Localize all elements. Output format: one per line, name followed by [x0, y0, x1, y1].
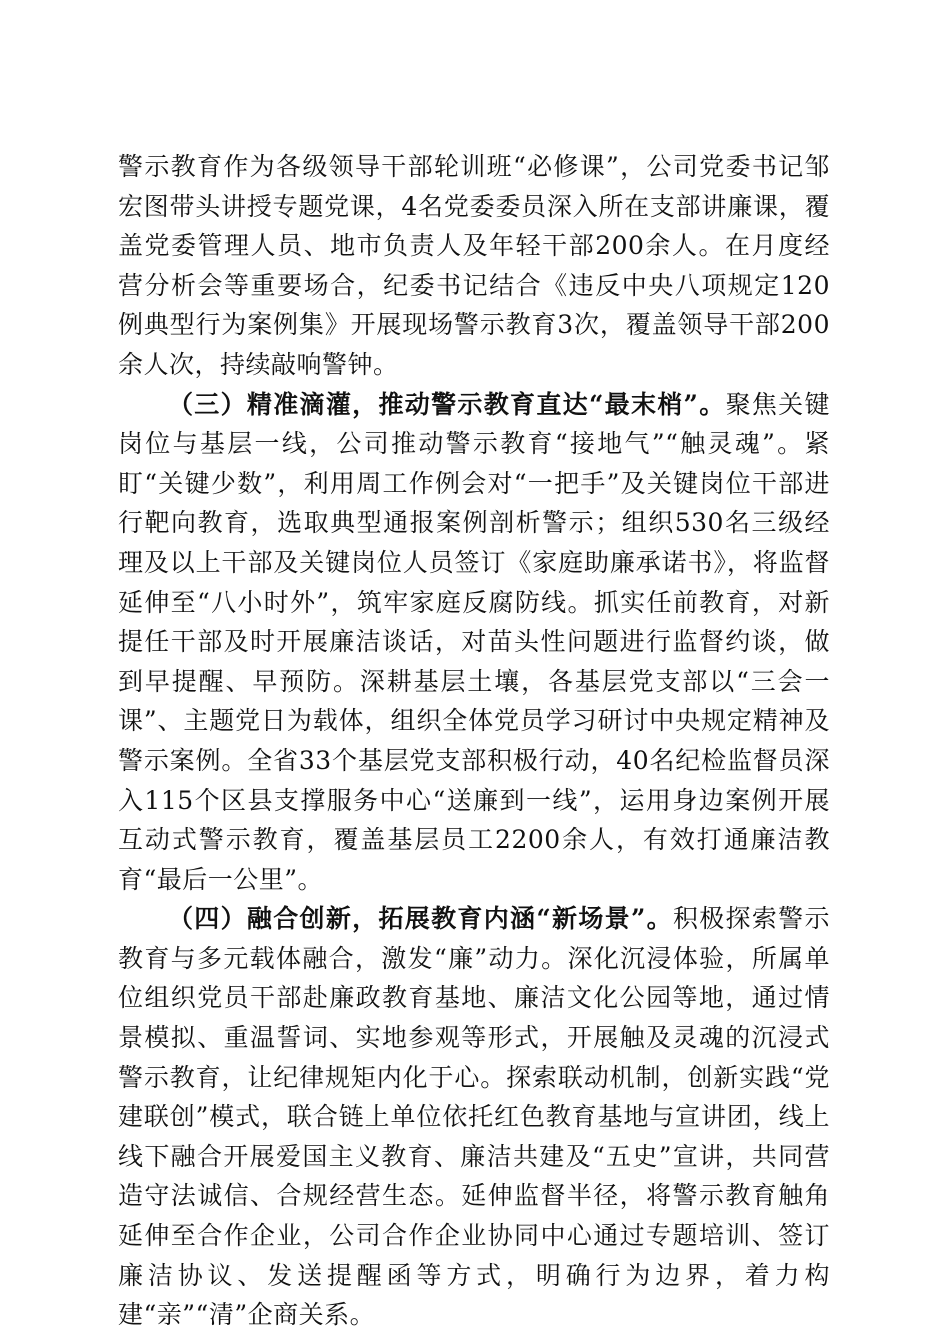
paragraph-3-heading: （四）融合创新，拓展教育内涵“新场景”。	[168, 904, 673, 934]
paragraph-2-heading: （三）精准滴灌，推动警示教育直达“最末梢”。	[168, 389, 726, 419]
paragraph-2	[118, 385, 830, 900]
paragraph-3	[118, 899, 830, 1335]
paragraph-2-text: 聚焦关键岗位与基层一线，公司推动警示教育“接地气”“触灵魂”。紧盯“关键少数”，利用周工作例会对“一把手”及关键岗位干部进行靶向教育，选取典型通报案例剖析警示；组织530名三级经理及以上干部及关键岗位人员签订《家庭助廉承诺书》，将监督延伸至“八小时外”，筑牢家庭反腐防线。抓实任前教育，对新提任干部及时开展廉洁谈话，对苗头性问题进行监督约谈，做到早提醒、早预防。深耕基层土壤，各基层党支部以“三会一课”、主题党日为载体，组织全体党员学习研讨中央规定精神及警示案例。全省33个基层党支部积极行动，40名纪检监督员深入115个区县支撑服务中心“送廉到一线”，运用身边案例开展互动式警示教育，覆盖基层员工2200余人，有效打通廉洁教育“最后一公里”。	[118, 389, 830, 894]
paragraph-1	[118, 147, 830, 385]
paragraph-1-text: 警示教育作为各级领导干部轮训班“必修课”，公司党委书记邹宏图带头讲授专题党课，4名党委委员深入所在支部讲廉课，覆盖党委管理人员、地市负责人及年轻干部200余人。在月度经营分析会等重要场合，纪委书记结合《违反中央八项规定120例典型行为案例集》开展现场警示教育3次，覆盖领导干部200余人次，持续敲响警钟。	[118, 152, 830, 379]
document-page	[118, 147, 830, 1335]
paragraph-3-text: 积极探索警示教育与多元载体融合，激发“廉”动力。深化沉浸体验，所属单位组织党员干部赴廉政教育基地、廉洁文化公园等地，通过情景模拟、重温誓词、实地参观等形式，开展触及灵魂的沉浸式警示教育，让纪律规矩内化于心。探索联动机制，创新实践“党建联创”模式，联合链上单位依托红色教育基地与宣讲团，线上线下融合开展爱国主义教育、廉洁共建及“五史”宣讲，共同营造守法诚信、合规经营生态。延伸监督半径，将警示教育触角延伸至合作企业，公司合作企业协同中心通过专题培训、签订廉洁协议、发送提醒函等方式，明确行为边界，着力构建“亲”“清”企商关系。	[118, 904, 830, 1330]
